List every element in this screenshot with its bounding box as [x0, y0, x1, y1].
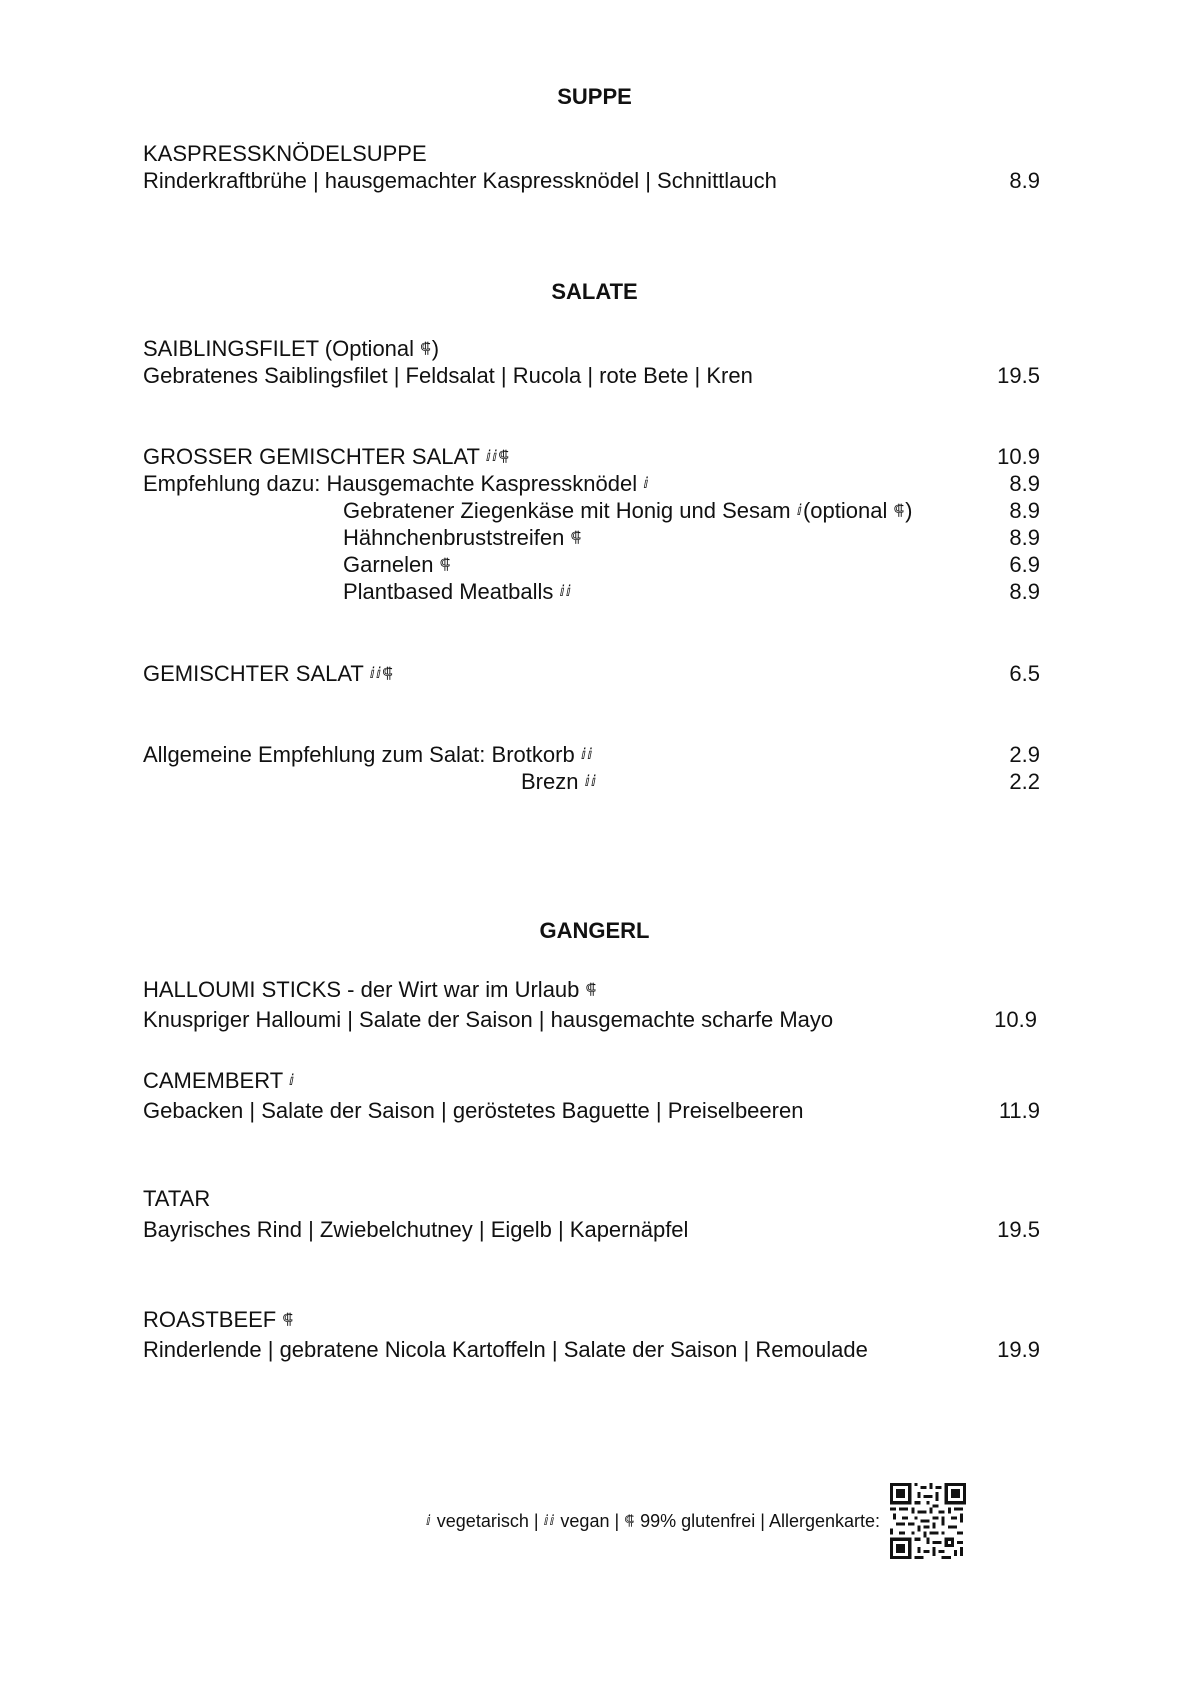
legend-vegan: vegan: [560, 1511, 610, 1531]
allergen-qr-code-icon[interactable]: [890, 1483, 966, 1559]
general-recommendation-extra: Brezn ⅈⅈ: [521, 769, 598, 794]
glutenfree-icon: ⸿: [439, 556, 452, 573]
menu-item-price: 19.5: [997, 1217, 1040, 1242]
menu-item-price: 8.9: [1009, 168, 1040, 193]
legend-glutenfree: 99% glutenfrei: [640, 1511, 756, 1531]
menu-item-name: GROSSER GEMISCHTER SALAT ⅈⅈ⸿: [143, 444, 510, 469]
glutenfree-icon: ⸿: [893, 502, 906, 519]
menu-item-name: KASPRESSKNÖDELSUPPE: [143, 141, 427, 166]
recommendation-line: Empfehlung dazu: Hausgemachte Kaspressknödel ⅈ: [143, 471, 650, 496]
menu-item-name: HALLOUMI STICKS - der Wirt war im Urlaub ⸿: [143, 977, 598, 1002]
menu-item-price: 6.5: [1009, 661, 1040, 686]
menu-item-price: 2.9: [1009, 742, 1040, 767]
vegan-icon: ⅈⅈ: [559, 583, 573, 600]
menu-item-name: GEMISCHTER SALAT ⅈⅈ⸿: [143, 661, 394, 686]
menu-item-price: 19.5: [997, 363, 1040, 388]
section-heading-suppe: SUPPE: [557, 84, 632, 109]
menu-item-name: ROASTBEEF ⸿: [143, 1307, 295, 1332]
glutenfree-icon: ⸿: [498, 448, 510, 465]
legend-allergen-label: Allergenkarte:: [768, 1511, 880, 1531]
glutenfree-icon: ⸿: [585, 981, 598, 998]
menu-item-name: CAMEMBERT ⅈ: [143, 1068, 296, 1093]
general-recommendation: Allgemeine Empfehlung zum Salat: Brotkorb ⅈⅈ: [143, 742, 594, 767]
vegetarian-icon: ⅈ: [288, 1072, 296, 1089]
vegetarian-icon: ⅈ: [425, 1512, 432, 1528]
vegan-icon: ⅈⅈ: [580, 746, 594, 763]
menu-item-price: 8.9: [1009, 498, 1040, 523]
menu-item-description: Rinderkraftbrühe | hausgemachter Kaspressknödel | Schnittlauch: [143, 168, 777, 193]
menu-item-name: TATAR: [143, 1186, 211, 1211]
glutenfree-icon: ⸿: [570, 529, 583, 546]
recommendation-extra: Gebratener Ziegenkäse mit Honig und Sesam ⅈ(optional ⸿): [343, 498, 913, 523]
recommendation-extra: Plantbased Meatballs ⅈⅈ: [343, 579, 573, 604]
menu-item-price: 11.9: [998, 1098, 1040, 1123]
section-heading-gangerl: GANGERL: [539, 918, 650, 943]
glutenfree-icon: ⸿: [624, 1512, 636, 1528]
menu-item-name: SAIBLINGSFILET (Optional ⸿): [143, 336, 440, 361]
recommendation-label: Empfehlung dazu:: [143, 471, 327, 496]
glutenfree-icon: ⸿: [420, 340, 432, 357]
general-recommendation-label: Allgemeine Empfehlung zum Salat:: [143, 742, 492, 767]
menu-item-price: 8.9: [1009, 471, 1040, 496]
recommendation-extra: Garnelen ⸿: [343, 552, 452, 577]
section-heading-salate: SALATE: [551, 279, 638, 304]
glutenfree-icon: ⸿: [282, 1311, 295, 1328]
menu-item-description: Bayrisches Rind | Zwiebelchutney | Eigelb | Kapernäpfel: [143, 1217, 689, 1242]
menu-item-price: 8.9: [1009, 579, 1040, 604]
menu-item-price: 8.9: [1009, 525, 1040, 550]
glutenfree-icon: ⸿: [382, 665, 394, 682]
menu-item-description: Knuspriger Halloumi | Salate der Saison | hausgemachte scharfe Mayo: [143, 1007, 834, 1032]
menu-item-price: 2.2: [1009, 769, 1040, 794]
menu-item-description: Gebacken | Salate der Saison | geröstetes Baguette | Preiselbeeren: [143, 1098, 804, 1123]
vegan-icon: ⅈⅈ: [485, 448, 499, 465]
menu-item-price: 19.9: [997, 1337, 1040, 1362]
menu-item-price: 6.9: [1009, 552, 1040, 577]
menu-item-price: 10.9: [994, 1007, 1037, 1032]
menu-item-price: 10.9: [997, 444, 1040, 469]
vegan-icon: ⅈⅈ: [584, 773, 598, 790]
legend: ⅈ vegetarisch | ⅈⅈ vegan | ⸿ 99% glutenfrei | Allergenkarte:: [425, 1511, 880, 1531]
menu-item-description: Rinderlende | gebratene Nicola Kartoffeln | Salate der Saison | Remoulade: [143, 1337, 868, 1362]
legend-vegetarian: vegetarisch: [436, 1511, 529, 1531]
vegan-icon: ⅈⅈ: [543, 1512, 556, 1528]
vegetarian-icon: ⅈ: [643, 475, 650, 492]
menu-item-description: Gebratenes Saiblingsfilet | Feldsalat | Rucola | rote Bete | Kren: [143, 363, 753, 388]
vegetarian-icon: ⅈ: [796, 502, 803, 519]
recommendation-extra: Hähnchenbruststreifen ⸿: [343, 525, 583, 550]
vegan-icon: ⅈⅈ: [369, 665, 383, 682]
